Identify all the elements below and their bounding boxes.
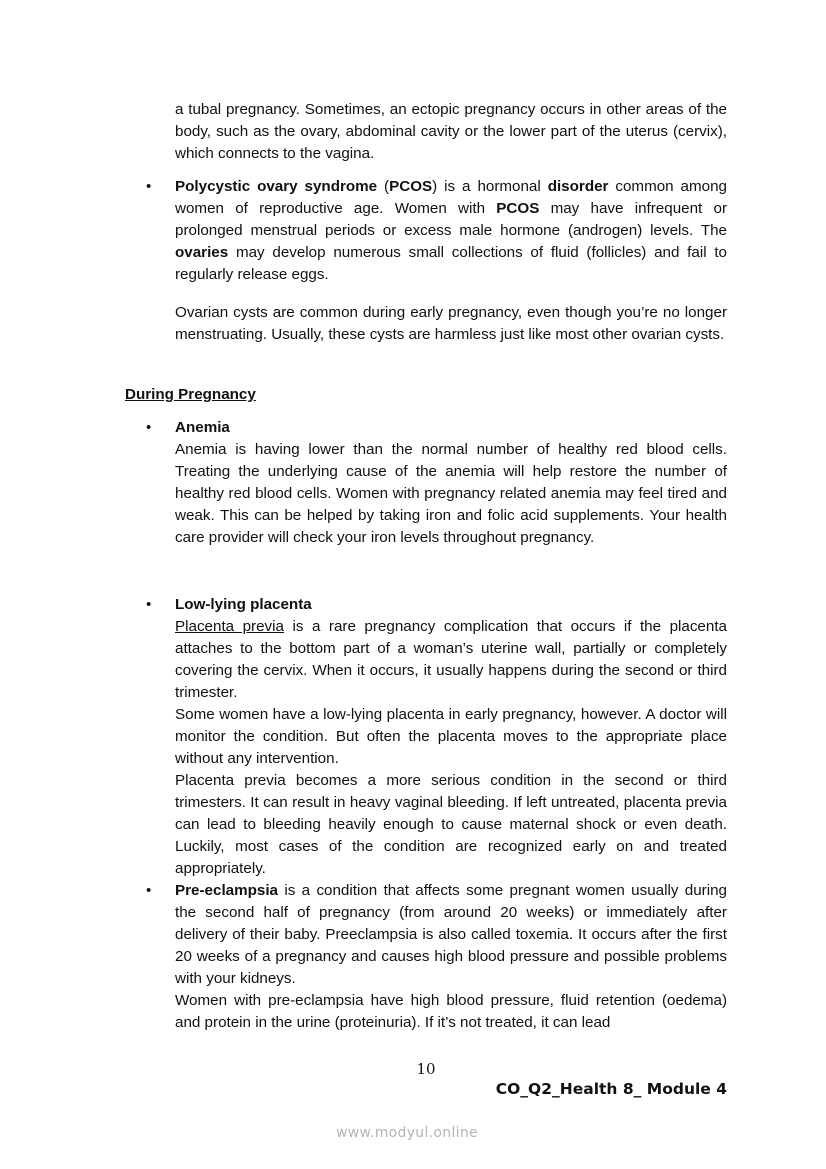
ectopic-paragraph: a tubal pregnancy. Sometimes, an ectopic pregnancy occurs in other areas of the body, such as the ovary, abdominal cavity or the lower part of the uterus (cervix), which connects to the vagina. (175, 101, 727, 162)
low-lying-title: Low-lying placenta (175, 596, 312, 613)
module-label: CO_Q2_Health 8_ Module 4 (495, 1080, 727, 1098)
placenta-previa-link[interactable]: Placenta previa (175, 618, 284, 635)
anemia-title: Anemia (175, 419, 230, 436)
preeclampsia-item: Pre-eclampsia is a condition that affects some pregnant women usually during the second half of pregnancy (from around 20 weeks) or immediately after delivery of their baby. Preeclampsia is also called toxemia. It occurs after the first 20 weeks of a pregnancy and causes high blood pressure and possible problems with your kidneys. Women with pre-eclampsia have high blood pressure, fluid retention (oedema) and protein in the urine (proteinuria). If it’s not treated, it can lead (175, 882, 727, 1031)
low-lying-placenta-item: Low-lying placenta Placenta previa is a rare pregnancy complication that occurs if the placenta attaches to the bottom part of a woman’s uterine wall, partially or completely covering the cervix. When it occurs, it usually happens during the second or third trimester. Some women have a low-lying placenta in early pregnancy, however. A doctor will monitor the condition. But often the placenta moves to the appropriate place without any intervention. Placenta previa becomes a more serious condition in the second or third trimesters. It can result in heavy vaginal bleeding. If left untreated, placenta previa can lead to bleeding heavily enough to cause maternal shock or even death. Luckily, most cases of the condition are recognized early on and treated appropriately. (175, 596, 727, 877)
section-heading: During Pregnancy (125, 386, 256, 403)
preeclampsia-term: Pre-eclampsia (175, 882, 278, 899)
watermark: www.modyul.online (336, 1125, 478, 1141)
ovarian-cysts-paragraph: Ovarian cysts are common during early pregnancy, even though you’re no longer menstruating. Usually, these cysts are harmless just like most other ovarian cysts. (175, 304, 727, 343)
bullet-icon: • (146, 596, 152, 613)
anemia-body: Anemia is having lower than the normal number of healthy red blood cells. Treating the underlying cause of the anemia will help restore the number of healthy red blood cells. Women with pregnancy related anemia may feel tired and weak. This can be helped by taking iron and folic acid supplements. Your health care provider will check your iron levels throughout pregnancy. (175, 441, 727, 546)
pcos-paragraph: Polycystic ovary syndrome (PCOS) is a hormonal disorder common among women of reproductive age. Women with PCOS may have infrequent or prolonged menstrual periods or excess male hormone (androgen) levels. The ovaries may develop numerous small collections of fluid (follicles) and fail to regularly release eggs. (175, 178, 728, 283)
pcos-term: Polycystic ovary syndrome (175, 178, 378, 195)
bullet-icon: • (146, 419, 152, 436)
bullet-icon: • (146, 882, 152, 899)
bullet-icon: • (146, 178, 152, 195)
page-number: 10 (416, 1060, 436, 1078)
anemia-item (175, 417, 727, 549)
